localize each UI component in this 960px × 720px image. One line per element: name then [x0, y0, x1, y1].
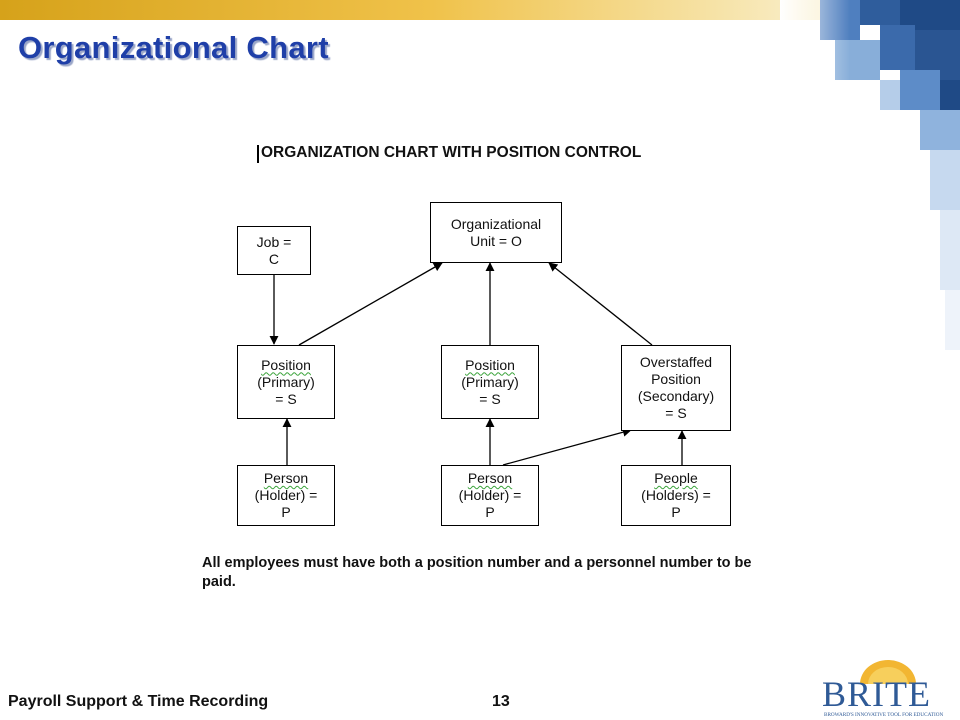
- org-chart-diagram: [200, 135, 800, 605]
- node-position-left-word: Position: [261, 356, 311, 373]
- node-people-rest: (Holders) = P: [641, 487, 711, 520]
- node-position-primary-middle: [441, 345, 539, 419]
- node-person-mid-rest: (Holder) = P: [458, 487, 522, 520]
- arrow-position-left-to-org: [299, 263, 442, 345]
- diagram-note: All employees must have both a position number and a personnel number to be paid.: [202, 555, 752, 590]
- node-organizational-unit: [430, 202, 562, 263]
- diagram-heading-text: ORGANIZATION CHART WITH POSITION CONTROL: [261, 144, 642, 161]
- node-person-left: [237, 465, 335, 526]
- node-position-left-rest: (Primary) = S: [257, 373, 315, 407]
- node-person-left-rest: (Holder) = P: [254, 487, 318, 520]
- node-people-word: People: [654, 470, 698, 486]
- node-position-mid-word: Position: [465, 356, 515, 373]
- node-person-mid-word: Person: [467, 470, 513, 486]
- node-job-label: Job = C: [256, 233, 292, 267]
- logo-tagline: BROWARD'S INNOVATIVE TOOL FOR EDUCATION: [824, 712, 944, 718]
- node-people-right: [621, 465, 731, 526]
- node-overstaffed-label: Overstaffed Position (Secondary) = S: [637, 354, 715, 421]
- node-overstaffed-position: [621, 345, 731, 431]
- arrow-person-mid-to-overstaffed: [503, 430, 631, 465]
- node-organizational-unit-label: Organizational Unit = O: [450, 215, 542, 249]
- footer-course-title: Payroll Support & Time Recording: [8, 693, 269, 710]
- logo-wordmark: BRITE: [822, 674, 931, 714]
- page-number: 13: [492, 693, 510, 710]
- decorative-blue-squares: [780, 0, 960, 360]
- node-position-primary-left: [237, 345, 335, 419]
- node-job: [237, 226, 311, 275]
- arrow-overstaffed-to-org: [549, 263, 652, 345]
- node-position-mid-rest: (Primary) = S: [461, 373, 519, 407]
- slide-title: Organizational Chart: [18, 30, 329, 65]
- brite-logo: [818, 658, 954, 718]
- node-person-middle: [441, 465, 539, 526]
- node-person-left-word: Person: [263, 470, 309, 486]
